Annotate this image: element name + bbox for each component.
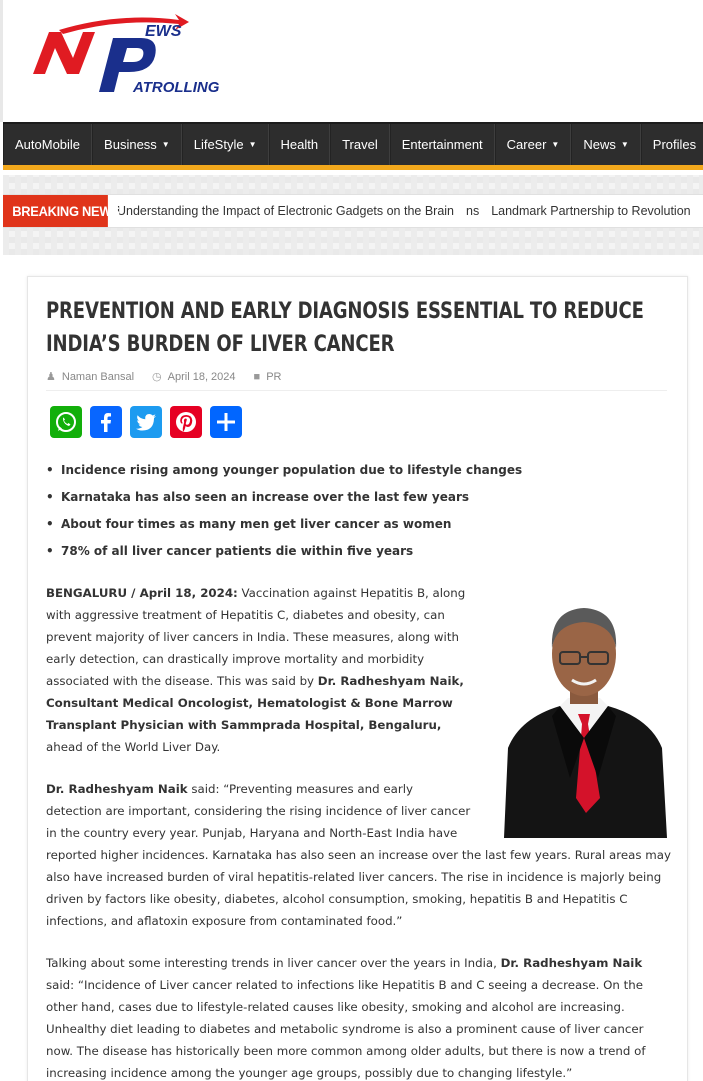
chevron-down-icon: ▼	[161, 140, 170, 149]
article-paragraph: Dr. Radheshyam Naik said: “Preventing measures and early detection are important, considering the rising incidence of liver cancer in the country every year. Punjab, Haryana and North-East India have reported higher incidences. Karnataka has also seen an increase over the last few years. Rural areas may also have increased burden of viral hepatitis-related liver cancers. The rise in incidence is majorly being driven by factors like obesity, diabetes, alcohol consumption, smoking, hepatitis B and Hepatitis C infections, and aflatoxin exposure from contaminated food.”	[46, 782, 671, 928]
svg-text:EWS: EWS	[145, 23, 182, 40]
list-item: • Incidence rising among younger population due to lifestyle changes	[46, 460, 522, 487]
main-nav	[3, 122, 703, 170]
speaker-name: Dr. Radheshyam Naik	[500, 956, 643, 970]
doctor-credit: Dr. Radheshyam Naik, Consultant Medical Oncologist, Hematologist & Bone Marrow Transplant Physician with Sammprada Hospital, Bengaluru,	[46, 674, 464, 732]
nav-item-travel[interactable]: Travel	[330, 124, 390, 165]
article-paragraph: Talking about some interesting trends in liver cancer over the years in India, Dr. Radheshyam Naik said: “Incidence of Liver cancer related to infections like Hepatitis B and C seeing a decrease. On the other hand, cases due to lifestyle-related causes like obesity, smoking and alcohol are increasing. Unhealthy diet leading to diabetes and metabolic syndrome is also a prominent cause of liver cancer now. The disease has historically been more common among older adults, but there is now a trend of increasing incidence among the younger age groups, possibly due to changing lifestyle.”	[46, 956, 646, 1080]
breaking-news-bar	[3, 194, 703, 228]
whatsapp-icon	[54, 410, 78, 434]
author-link[interactable]: Naman Bansal	[61, 370, 135, 383]
ticker-item[interactable]: Understanding the Impact of Electronic Gadgets on the Brain	[117, 204, 454, 218]
pinterest-share-button[interactable]	[170, 406, 202, 438]
nav-item-profiles[interactable]: Profiles	[641, 124, 703, 165]
nav-item-automobile[interactable]: AutoMobile	[3, 124, 92, 165]
news-patrolling-logo[interactable]	[29, 12, 219, 96]
article-meta	[46, 370, 281, 383]
speaker-name: Dr. Radheshyam Naik	[46, 782, 188, 796]
share-button[interactable]	[210, 406, 242, 438]
facebook-icon	[94, 410, 118, 434]
pinterest-icon	[174, 410, 198, 434]
share-buttons	[50, 406, 242, 438]
key-points-list	[46, 460, 522, 568]
user-icon: ♟	[46, 371, 56, 383]
chevron-down-icon: ▼	[248, 140, 257, 149]
news-ticker	[117, 204, 703, 218]
category-link[interactable]: PR	[266, 370, 282, 383]
nav-item-health[interactable]: Health	[269, 124, 331, 165]
dateline: BENGALURU / April 18, 2024:	[46, 586, 238, 600]
folder-icon: ■	[253, 370, 261, 383]
nav-item-business[interactable]: Business ▼	[92, 124, 182, 165]
twitter-share-button[interactable]	[130, 406, 162, 438]
article-title: PREVENTION AND EARLY DIAGNOSIS ESSENTIAL TO REDUCE INDIA’S BURDEN OF LIVER CANCER	[46, 299, 644, 357]
nav-item-entertainment[interactable]: Entertainment	[390, 124, 495, 165]
nav-item-career[interactable]: Career ▼	[495, 124, 572, 165]
site-header	[0, 0, 703, 122]
article-paragraph: BENGALURU / April 18, 2024: Vaccination against Hepatitis B, along with aggressive treatment of Hepatitis C, diabetes and obesity, can prevent majority of liver cancers in India. These measures, along with early detection, can drastically improve mortality and morbidity associated with the disease. This was said by Dr. Radheshyam Naik, Consultant Medical Oncologist, Hematologist & Bone Marrow Transplant Physician with Sammprada Hospital, Bengaluru, ahead of the World Liver Day.	[46, 586, 466, 754]
clock-icon: ◷	[152, 371, 162, 383]
nav-item-lifestyle[interactable]: LifeStyle ▼	[182, 124, 269, 165]
chevron-down-icon: ▼	[551, 140, 560, 149]
list-item: • Karnataka has also seen an increase over the last few years	[46, 487, 522, 514]
post-date: April 18, 2024	[167, 370, 236, 383]
facebook-share-button[interactable]	[90, 406, 122, 438]
breaking-news-label: BREAKING NEWS	[3, 195, 108, 227]
ticker-item[interactable]: ns	[466, 204, 480, 218]
twitter-icon	[134, 410, 158, 434]
plus-icon	[214, 410, 238, 434]
list-item: • 78% of all liver cancer patients die within five years	[46, 541, 522, 568]
whatsapp-share-button[interactable]	[50, 406, 82, 438]
nav-item-news[interactable]: News ▼	[571, 124, 640, 165]
divider	[46, 390, 667, 391]
ticker-item[interactable]: Landmark Partnership to Revolution	[491, 204, 691, 218]
list-item: • About four times as many men get liver cancer as women	[46, 514, 522, 541]
chevron-down-icon: ▼	[620, 140, 629, 149]
svg-text:ATROLLING: ATROLLING	[133, 79, 219, 96]
